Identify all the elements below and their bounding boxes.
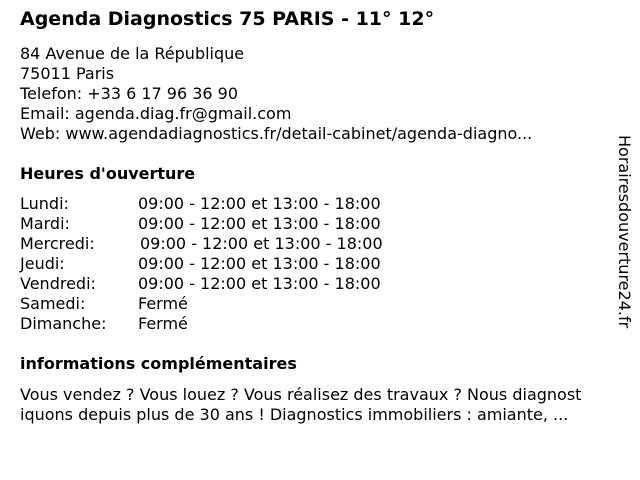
day-label: Lundi:: [20, 194, 69, 213]
site-brand-watermark: [612, 135, 636, 345]
day-label: Dimanche:: [20, 314, 107, 333]
day-label: Samedi:: [20, 294, 86, 313]
description-line-1: Vous vendez ? Vous louez ? Vous réalisez des travaux ? Nous diagnost: [20, 385, 582, 404]
address-line-1: 84 Avenue de la République: [20, 44, 245, 63]
hours-value: Fermé: [138, 294, 188, 313]
opening-hours-heading: Heures d'ouverture: [20, 164, 196, 183]
hours-value: Fermé: [138, 314, 188, 333]
website-link[interactable]: Web: www.agendadiagnostics.fr/detail-cabinet/agenda-diagno...: [20, 124, 533, 143]
hours-value: 09:00 - 12:00 et 13:00 - 18:00: [138, 254, 381, 273]
email-address[interactable]: Email: agenda.diag.fr@gmail.com: [20, 104, 292, 123]
day-label: Jeudi:: [20, 254, 65, 273]
day-label: Mercredi:: [20, 234, 95, 253]
hours-value: 09:00 - 12:00 et 13:00 - 18:00: [140, 234, 383, 253]
address-line-2: 75011 Paris: [20, 64, 115, 83]
hours-value: 09:00 - 12:00 et 13:00 - 18:00: [138, 214, 381, 233]
hours-value: 09:00 - 12:00 et 13:00 - 18:00: [138, 274, 381, 293]
business-title: Agenda Diagnostics 75 PARIS - 11° 12°: [20, 8, 435, 30]
day-label: Vendredi:: [20, 274, 96, 293]
hours-value: 09:00 - 12:00 et 13:00 - 18:00: [138, 194, 381, 213]
day-label: Mardi:: [20, 214, 70, 233]
description-line-2: iquons depuis plus de 30 ans ! Diagnostics immobiliers : amiante, ...: [20, 405, 569, 424]
additional-info-heading: informations complémentaires: [20, 354, 297, 373]
site-brand-text: Horairesdouverture24.fr: [615, 135, 634, 329]
phone-number[interactable]: Telefon: +33 6 17 96 36 90: [20, 84, 239, 103]
